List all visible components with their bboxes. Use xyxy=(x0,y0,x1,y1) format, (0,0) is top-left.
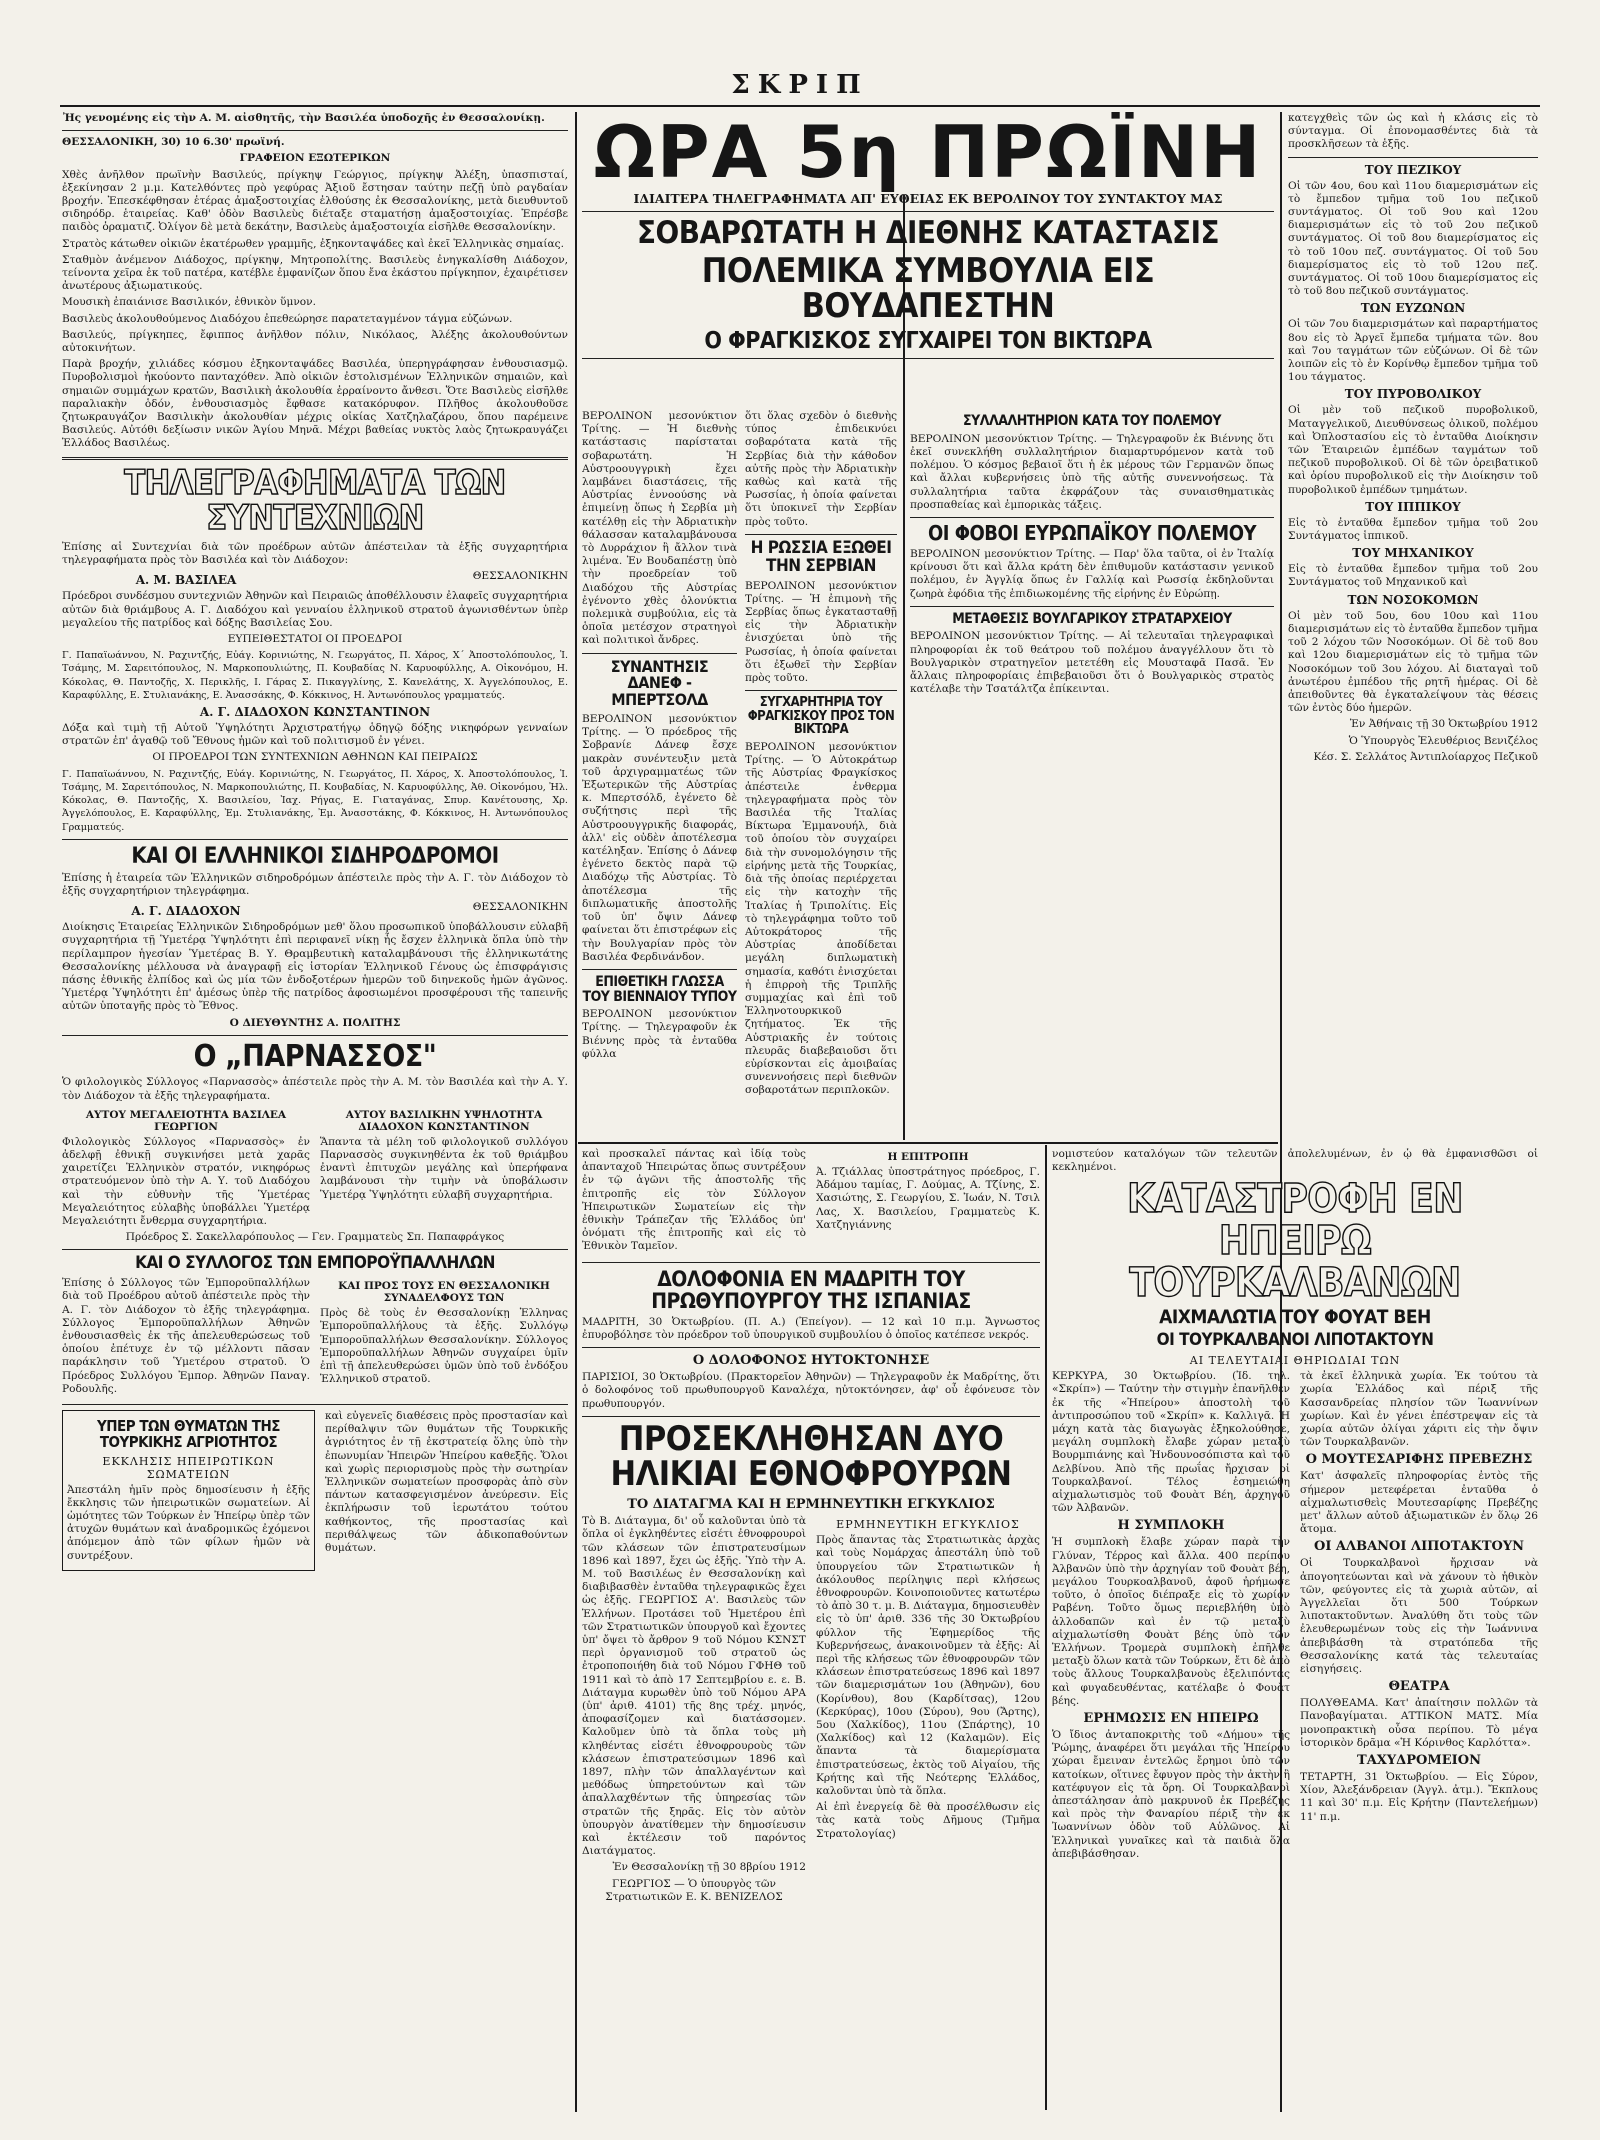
decree-date: Ἐν Θεσσαλονίκῃ τῇ 30 8βρίου 1912 xyxy=(612,1861,806,1874)
dept-label: ΓΡΑΦΕΙΟΝ ΕΞΩΤΕΡΙΚΩΝ xyxy=(239,152,391,165)
masthead: ΣΚΡΙΠ xyxy=(731,70,869,100)
article-paragraph: Οἱ τῶν 7ου διαμερισμάτων καὶ παραρτήματος 8ου εἰς τὸ Ἀργεῖ ἔμπεδα τμήματα τῶν. 8ου καὶ 7ου ταγμάτων τῶν εὐζώνων. Οἱ δὲ τῶν λοιπῶν εἰς τὸ ἐν Κορίνθῳ ἔμπεδον τμῆμα τοῦ 1ου τάγματος. xyxy=(1288,318,1538,384)
article-paragraph: Πρὸς δὲ τοὺς ἐν Θεσσαλονίκῃ Ἑλληνας Ἐμποροϋπαλλήλους τὰ ἑξῆς. Συλλόγῳ Ἐμποροϋπαλλήλων Θεσσαλονίκην. Σύλλογος Ἐμποροϋπαλλήλων Ἀθηνῶν συγχαίρει ὑμῖν ἐπὶ τῇ ἀπελευθερώσει ὑμῶν ὑπὸ τοῦ ἐνδόξου Ἑλληνικοῦ στρατοῦ. xyxy=(320,1307,568,1386)
section-heading: ΤΑΧΥΔΡΟΜΕΙΟΝ xyxy=(1357,1753,1481,1769)
headline-syllalitirion: ΣΥΛΛΑΛΗΤΗΡΙΟΝ ΚΑΤΑ ΤΟΥ ΠΟΛΕΜΟΥ xyxy=(963,413,1221,429)
names-list: Γ. Παπαϊωάννου, Ν. Ραχιντζής, Εὐάγ. Κορινιώτης, Ν. Γεωργάτος, Π. Χάρος, Χ΄ Ἀποστολόπουλος, Ἰ. Τσάμης, Μ. Σαρειτόπουλος, Ν. Μαρκοπουλιώτης, Π. Κουβαδίας Ν. Καρυοφύλλης, Α. Οἰκονόμου, Η. Κόκολας, Θ. Παντοζῆς, Χ. Περικλῆς, Ι. Γάρας Σ. Πικαγγλίνης, Σ. Κανελάτης, Χ. Ἀγγελόπουλος, Ε. Καραφύλλης, Ε. Στυλιανάκης, Ε. Ἀνασσάκης, Φ. Κόκκινος, Η. Ἀντωνόπουλος γραμματεύς. xyxy=(62,650,568,701)
article-paragraph: Οἱ μὲν τοῦ 5ου, 6ου 10ου καὶ 11ου διαμερισμάτων εἰς τὸ ἐνταῦθα ἔμπεδον τμῆμα τοῦ 2 λόχου τῶν Νοσοκόμων. Οἱ δὲ τοῦ 8ου καὶ 12ου διαμερισμάτων εἰς τὸ τμῆμα τῶν Νοσοκόμων τοῦ 3ου λόχου. Αἱ διαταγαὶ τοῦ ἀνωτέρου ἐμπέδου τῆς ρητῆ ἡμέρας. Οἱ δὲ ἀπειθοῦντες θὰ ἐγκαταλείψουν τὰς θέσεις τῶν ἐντὸς δύο ἡμερῶν. xyxy=(1288,609,1538,715)
article-paragraph: καὶ προσκαλεῖ πάντας καὶ ἰδίᾳ τοὺς ἀπανταχοῦ Ἠπειρώτας ὅπως συντρέξουν ἐν τῷ ἀγῶνι τῆς ἀποστολῆς τῆς ἐπιτροπῆς εἰς τὸν Σύλλογον Ἠπειρωτικῶν Σωματείων εἰς τὴν ἐθνικὴν Τράπεζαν τῆς Ἑλλάδος ὑπ' ὀνόματι τῆς ἐπιτροπῆς καὶ εἰς τὸ Ἐθνικὸν Ταμεῖον. xyxy=(582,1148,806,1253)
section-heading: ΤΟΥ ΙΠΠΙΚΟΥ xyxy=(1365,499,1461,514)
article-paragraph: ΒΕΡΟΛΙΝΟΝ μεσονύκτιον Τρίτης. — Ὁ πρόεδρος τῆς Σοβρανίε Δάνεφ ἔσχε μακρὰν συνέντευξιν μετὰ τοῦ ἀρχιγραμματέως τῶν Ἐξωτερικῶν τῆς Αὐστρίας κ. Μπερτσόλδ, ἐγένετο δὲ συζήτησις περὶ τῆς Αὐστροουγγρικῆς διαφοράς, ἀλλ' εἰς οὐδὲν ἀποτέλεσμα κατέληξαν. Ἐπίσης ὁ Δάνεφ ἐγένετο δεκτὸς παρὰ τῷ Διαδόχῳ τῆς Αὐστρίας. Τὸ ἀποτέλεσμα τῆς διπλωματικῆς ἀποστολῆς τοῦ ὑπ' ὄψιν Δάνεφ φαίνεται ὅτι ἐπιστρέφων εἰς τὴν Βουλγαρίαν πρὸς τὸν Βασιλέα Φερδινάνδον. xyxy=(582,713,737,963)
center-col-a xyxy=(582,410,737,1140)
article-paragraph: ΜΑΔΡΙΤΗ, 30 Ὀκτωβρίου. (Π. Α.) (Ἐπείγον). — 12 καὶ 10 π.μ. Ἄγνωστος ἐπυροβόλησε τὸν πρόεδρον τοῦ ὑπουργικοῦ συμβουλίου ὁ ὁποῖος κατέπεσε νεκρός. xyxy=(582,1315,1040,1341)
divider-left xyxy=(575,112,577,2112)
article-paragraph: Βασιλεύς, πρίγκηπες, ἔφιππος ἀνῆλθον πόλιν, Νικόλαος, Ἀλέξης ἀκολουθούντων αὐτοκινήτων. xyxy=(62,328,568,355)
headline-sidirodromoi: ΚΑΙ ΟΙ ΕΛΛΗΝΙΚΟΙ ΣΙΔΗΡΟΔΡΟΜΟΙ xyxy=(131,843,499,869)
headline-synantisis: ΣΥΝΑΝΤΗΣΙΣ ΔΑΝΕΦ - ΜΠΕΡΤΣΟΛΔ xyxy=(610,656,709,710)
article-paragraph: Ἡ συμπλοκὴ ἔλαβε χώραν παρὰ τὴν Γλύναν, Τέρρος καὶ ἄλλα. 400 περίπου Ἀλβανῶν ὑπὸ τὴν ἀρχηγίαν τοῦ Φουὰτ βέη, μεγάλου Τουρκοαλβανοῦ, ἀφοῦ ἠρήμωσε τοῦτο, ὁ ὁποῖος διέπραξε εἰς τὸ χωρίον Ραβένη. Τοῦτο ὅμως περιεβλήθη ὑπὸ ἀλλοδαπῶν καὶ ἐν τῷ μεταξὺ αἰχμαλωτίσθη Φουὰτ βέης ὑπὸ τῶν Ἑλλήνων. Τρομερὰ συμπλοκὴ ἐπῆλθε μεταξὺ ὅλων κατὰ τῶν Τούρκων, ἔτι δὲ ἀπὸ τοὺς ἄλλους Τουρκαλβανοὺς ἐξελιπόντας καὶ φυγαδευθέντας, κατέλαβε ὁ Φουὰτ βέης. xyxy=(1052,1536,1290,1707)
article-paragraph: Πρὸς ἅπαντας τὰς Στρατιωτικὰς ἀρχὰς καὶ τοὺς Νομάρχας ἀπεστάλη ὑπὸ τοῦ ὑπουργείου τῶν Στρατιωτικῶν ἡ ἀκόλουθος περίληψις περὶ κλήσεως ἐθνοφρουρῶν. Κοινοποιοῦντες κατωτέρω τὸ ἀπὸ 30 τ. μ. Β. Διάταγμα, δημοσιευθὲν εἰς τὸ ὑπ' ἀριθ. 336 τῆς 30 Ὀκτωβρίου φύλλον τῆς Ἐφημερίδος τῆς Κυβερνήσεως, ἀνακοινοῦμεν τὰ ἑξῆς: Αἱ περὶ τῆς κλήσεως τῶν ἐθνοφρουρῶν τῶν κλάσεων ἐπιστρατεύσεως 1896 καὶ 1897 τῶν διαμερισμάτων 1ου (Ἀθηνῶν), 6ου (Κορίνθου), 8ου (Καρδίτσας), 12ου (Κερκύρας), 10ου (Σύρου), 9ου (Ἄρτης), 5ου (Χαλκίδος), 11ου (Σπάρτης), 10 (Χαλκίδος) καὶ 12 (Καλαμῶν). Εἰς ἅπαντα τὰ διαμερίσματα ἐπιστρατεύσεως, ἐκτὸς τοῦ Αἰγαίου, τῆς Κρήτης καὶ τῆς Νεότερης Ἑλλάδος, καλοῦνται ὑπὸ τὰ ὅπλα. xyxy=(816,1534,1040,1797)
article-paragraph: Στρατὸς κάτωθεν οἰκιῶν ἑκατέρωθεν γραμμῆς, ἐξηκονταψάδες καὶ ἐκεῖ Ἑλληνικὰς σημαίας. xyxy=(62,237,564,250)
headline-syntechnion: ΤΗΛΕΓΡΑΦΗΜΑΤΑ ΤΩΝ ΣΥΝΤΕΧΝΙΩΝ xyxy=(124,462,506,539)
article-paragraph: Διοίκησις Ἑταιρείας Ἑλληνικῶν Σιδηροδρόμων μεθ' ὅλου προσωπικοῦ ὑποβάλλουσιν εὐλαβῆ συγχαρητήρια τῇ Ὑμετέρᾳ Ὑψηλότητι ἐπὶ περιφανεῖ νίκῃ ἧς ἔσχεν ἑλληνικὰ ὅπλα ὑπὸ τὴν περίλαμπρον ἡγεσίαν Ὑμετέρας Β. Υ. Θραμβευτικὴ καταλαμβάνουσι τῆς ἑλληνικωτάτης Θεσσαλονίκης μέλλουσα νὰ ἀναγραφῇ εἰς ἱστορίαν Ἑλληνικοῦ Γένους ὡς ἐπισφράγισις πάσης ἐθνικῆς ἐλπίδος καὶ ὡς μία τῶν ἐνδοξοτέρων ἡμερῶν τοῦ διηνεκοῦς ἡμῶν ἀγῶνος. Ὑμετέρᾳ Ὑψηλότητι ἐπ' ἀμέσως ὑπὲρ τῆς πατρίδος ἀφοσιωμένοι προσφέρουσι τῆς ταπεινῆς αὐτῶν ὑποταγῆς πρὸς τὸ Ἔθνος. xyxy=(62,921,568,1013)
divider-lower-h xyxy=(578,1142,1278,1144)
headline-rossia: Η ΡΩΣΣΙΑ ΕΞΩΘΕΙ ΤΗΝ ΣΕΡΒΙΑΝ xyxy=(750,537,892,576)
dateline: ΘΕΣΣΑΛΟΝΙΚΗ, 30) 10 6.30' πρωϊνή. xyxy=(62,136,285,149)
section-heading: ΤΟΥ ΠΥΡΟΒΟΛΙΚΟΥ xyxy=(1344,387,1482,402)
article-paragraph: ΒΕΡΟΛΙΝΟΝ μεσονύκτιον Τρίτης. — Τηλεγραφοῦν ἐκ Βιέννης ὅτι ἐκεῖ συνεκλήθη συλλαλητήριον διαμαρτυρόμενον κατὰ τοῦ πολέμου. Ὁ κόσμος βεβαιοῖ ὅτι ἡ ἐκ μέρους τῶν Γερμανῶν ὅπως καὶ ἄλλαι κυβερνήσεις ὑπὸ τῆς αὐτῆς συνεννοήσεως. Τὰ συλλαλητήρια ταῦτα ἐκφράζουν τὰς συναισθηματικὰς προσπαθείας καὶ ἐμπορικὰς τάξεις. xyxy=(910,432,1274,511)
section-heading: ΤΟΥ ΠΕΖΙΚΟΥ xyxy=(1364,162,1462,177)
headline-aixmalotia: ΑΙΧΜΑΛΩΤΙΑ ΤΟΥ ΦΟΥΑΤ ΒΕΗ xyxy=(1159,1306,1431,1329)
article-paragraph: Δόξα καὶ τιμὴ τῇ Αὐτοῦ Ὑψηλότητι Ἀρχιστρατήγῳ ὁδηγῷ δόξης νικηφόρων γενναίων στρατῶν ἐπ' ἀγαθῷ τοῦ Ἔθνους ἡμῶν καὶ τοῦ πολιτισμοῦ ἐν γένει. xyxy=(62,722,568,748)
address: Α. Γ. ΔΙΑΔΟΧΟΝ xyxy=(131,904,241,919)
article-paragraph: Μουσικὴ ἐπαιάνισε Βασιλικόν, ἐθνικὸν ὕμνον. xyxy=(62,296,316,309)
article-paragraph: Οἱ τῶν 4ου, 6ου καὶ 11ου διαμερισμάτων εἰς τὸ ἔμπεδον τμῆμα τοῦ 1ου πεζικοῦ συντάγματος. Οἱ τοῦ 9ου καὶ 12ου διαμερισμάτων εἰς τὸ τοῦ 2ου πεζικοῦ συντάγματος. Οἱ τοῦ 8ου διαμερίσματος εἰς τὸ τοῦ 10ου πεζ. συντάγματος. Οἱ τοῦ 5ου διαμερίσματος εἰς τὸ τοῦ 12ου πεζ. συντάγματος. Οἱ τοῦ 10ου διαμερίσματος εἰς τὸ τοῦ 8ου πεζικοῦ συντάγματος. xyxy=(1288,179,1538,298)
signature: Πρόεδρος Σ. Σακελλαρόπουλος — Γεν. Γραμματεὺς Σπ. Παπαφράγκος xyxy=(125,1231,505,1244)
article-paragraph: ΒΕΡΟΛΙΝΟΝ μεσονύκτιον Τρίτης. — Τηλεγραφοῦν ἐκ Βιέννης πρὸς τὰ ἐνταῦθα φύλλα xyxy=(582,1008,737,1060)
article-paragraph: Ἐπίσης ὁ Σύλλογος τῶν Ἐμποροϋπαλλήλων διὰ τοῦ Προέδρου αὐτοῦ ἀπέστειλε πρὸς τὴν Α. Γ. τὸν Διάδοχον τὸ ἑξῆς τηλεγράφημα. Σύλλογος Ἐμποροϋπαλλήλων Ἀθηνῶν ἐνθουσιασθεὶς ἐκ τῆς ἀπελευθερώσεως τοῦ ὁποίου ἐπέτυχε ἐν τῷ μέλλοντι πᾶσαν παράκλησιν τοῦ Ὑμετέρου στρατοῦ. Ὁ Πρόεδρος Συλλόγου Ἐμπορ. Ἀθηνῶν Παναγ. Ροδουλῆς. xyxy=(62,1277,310,1395)
lower-right xyxy=(1052,1148,1538,2113)
headline-katastrofi: ΚΑΤΑΣΤΡΟΦΗ ΕΝ ΗΠΕΙΡΩ ΤΟΥΡΚΑΛΒΑΝΩΝ xyxy=(1127,1176,1463,1307)
main-title: ΩΡΑ 5η ΠΡΩΪΝΗ xyxy=(593,112,1263,194)
lower-center xyxy=(582,1148,1040,2113)
signature: ΟΙ ΠΡΟΕΔΡΟΙ ΤΩΝ ΣΥΝΤΕΧΝΙΩΝ ΑΘΗΝΩΝ ΚΑΙ ΠΕΙΡΑΙΩΣ xyxy=(152,751,478,764)
subheading: ΕΡΜΗΝΕΥΤΙΚΗ ΕΓΚΥΚΛΙΟΣ xyxy=(836,1518,1020,1532)
center-col-b xyxy=(745,410,897,1140)
article-paragraph: Εἰς τὸ ἐνταῦθα ἔμπεδον τμῆμα τοῦ 2ου Συντάγματος ἱππικοῦ. xyxy=(1288,516,1538,543)
article-paragraph: νομιστεύον καταλόγων τῶν τελευτῶν ἀπολελυμένων, ἐν ᾧ θὰ ἐμφανισθῶσι οἱ κεκλημένοι. xyxy=(1052,1148,1538,1174)
article-paragraph: ὅτι ὅλας σχεδὸν ὁ διεθνὴς τύπος ἐπιδεικνύει σοβαρότατα κατὰ τῆς Σερβίας διὰ τὴν κάθοδον αὐτῆς πρὸς τὴν Ἀδριατικὴν καθὼς καὶ κατὰ τῆς Ρωσσίας, ἡ ὁποία φαίνεται ὅτι ὑποκινεῖ τὴν Σερβίαν πρὸς τοῦτο. xyxy=(745,410,897,528)
headline-dolofonia: ΔΟΛΟΦΟΝΙΑ ΕΝ ΜΑΔΡΙΤΗ ΤΟΥ ΠΡΩΘΥΠΟΥΡΓΟΥ ΤΗΣ ΙΣΠΑΝΙΑΣ xyxy=(651,1266,971,1313)
article-paragraph: ΒΕΡΟΛΙΝΟΝ μεσονύκτιον Τρίτης. — Παρ' ὅλα ταῦτα, οἱ ἐν Ἰταλίᾳ κρίνουσι ὅτι καὶ ἄλλα κράτη δὲν ἐπιθυμοῦν κατάστασιν γενικοῦ πολέμου, ἐν Ἀγγλίᾳ ὅπως ἐν Γαλλίᾳ καὶ Ρωσσίᾳ ἐκδηλοῦνται ζωηρὰ ἐφόδια τῆς ἐπιδιωκομένης τῆς εἰρήνης ἐν Εὐρώπῃ. xyxy=(910,547,1274,600)
signature: Ο ΔΙΕΥΘΥΝΤΗΣ Α. ΠΟΛΙΤΗΣ xyxy=(229,1016,401,1029)
decree-signature: ΓΕΩΡΓΙΟΣ — Ὁ ὑπουργὸς τῶν Στρατιωτικῶν Ε. Κ. ΒΕΝΙΖΕΛΟΣ xyxy=(605,1877,783,1903)
article-paragraph: Χθὲς ἀνῆλθον πρωϊνὴν Βασιλεύς, πρίγκηψ Γεώργιος, πρίγκηψ Ἀλέξη, ὑπασπισταί, ἐξεκίνησαν 2 μ.μ. Κατελθόντες πρὸ γεφύρας Ἀξιοῦ ἔστησαν ταύτην πεζῇ ὑπὸ ραγδαίαν βροχήν. Ἐπεσκέφθησαν ἑτέρας ἀμαξοστοιχίας ἐλθούσης ἐκ Θεσσαλονίκης, μετὰ διευθυντοῦ σιδηρόδρ. ἑταιρείας. Καθ' ὁδὸν Βασιλεὺς διέταξε σταματήσῃ ἀμαξοστοιχίας. Ἐπρέσβε παιδὸς ὁραματιζ. Ὀλίγον δὲ μετὰ δεκάτην, Βασιλεὺς ἁμαξοστοιχία εἰσῆλθε Θεσσαλονίκην. xyxy=(62,168,568,234)
section-heading: Η ΣΥΜΠΛΟΚΗ xyxy=(1117,1518,1225,1534)
headline-symvoulia: ΠΟΛΕΜΙΚΑ ΣΥΜΒΟΥΛΙΑ ΕΙΣ ΒΟΥΔΑΠΕΣΤΗΝ xyxy=(701,250,1155,327)
article-paragraph: ΤΕΤΑΡΤΗ, 31 Ὀκτωβρίου. — Εἰς Σύρον, Χίον, Ἀλεξάνδρειαν (Ἀγγλ. ἀτμ.). Ἔκπλους 11 καὶ 30' π.μ. Εἰς Κρήτην (Παντελεήμων) 11' π.μ. xyxy=(1300,1771,1538,1823)
masthead-rule xyxy=(60,105,1540,107)
article-paragraph: Ὁ φιλολογικὸς Σύλλογος «Παρνασσὸς» ἀπέστειλε πρὸς τὴν Α. Μ. τὸν Βασιλέα καὶ τὴν Α. Υ. τὸν Διάδοχον τὰ ἑξῆς τηλεγραφήματα. xyxy=(62,1076,568,1102)
names-list: Γ. Παπαϊωάννου, Ν. Ραχιντζής, Εὐάγ. Κορινιώτης, Ν. Γεωργάτος, Π. Χάρος, Χ. Ἀποστολόπουλος, Ἰ. Τσάμης, Μ. Σαρειτόπουλος, Ν. Μαρκοπουλιώτης, Π. Κουβαδίας, Ν. Καρυοφύλλης, Ἀθ. Οἰκονόμου, Ἠλ. Κόκολας, Θ. Παντοζῆς, Χ. Βασιλείου, Ἰαχ. Ρήγας, Ε. Γιαταγάνας, Σπυρ. Κανέτουσης, Χρ. Ἀγγελόπουλος, Ε. Καραφύλλης, Ἐμ. Στυλιανάκης, Ἐμ. Ἀνασστάκης, Φ. Κόκκινος, Η. Ἀντωνόπουλος Γραμματεύς. xyxy=(62,768,568,833)
minister-signature: Ὁ Ὑπουργὸς Ἐλευθέριος Βενιζέλος xyxy=(1348,734,1538,747)
section-heading: ΘΕΑΤΡΑ xyxy=(1388,1679,1450,1695)
article-paragraph: Παρὰ βροχήν, χιλιάδες κόσμου ἐξηκονταψάδες Βασιλέα, ὑπερηγράφησαν ἐνθουσιασμῷ. Πυροβολισμοὶ ἠκούοντο πανταχόθεν. Ἀπὸ οἰκιῶν ἐστολισμένων Ἑλληνικῶν σημαιῶν, καὶ σημαιῶν συμμάχων κρατῶν, Βασιλικὴ ἀκολουθία ἐρραίνοντο ἄνθεσι. Ὅτε Βασιλεὺς εἰσῆλθε παραλιακὴν ὁδόν, ἐνθουσιασμὸς ἔφθασε κατακόρυφον. Πλῆθος ἀκολουθοῦσε ζητωκραυγάζον Βασιλικὴν ἀκολουθίαν μέχρις οἰκίας Χατζηλαζάρου, ὅπου παρέμεινε Βασιλεύς. Αὐτόθι δεξίωσιν νικῶν Ἁγίου Μηνᾶ. Μέχρι βαθείας νυκτὸς λαὸς ζητωκραυγάζει Ἑλλάδος Βασιλέως. xyxy=(62,358,568,450)
article-paragraph: Αἱ ἐπὶ ἐνεργείᾳ δὲ θὰ προσέλθωσιν εἰς τὰς κατὰ τοὺς Δῆμους (Τμῆμα Στρατολογίας) xyxy=(816,1801,1040,1840)
article-paragraph: Εἰς τὸ ἐνταῦθα ἔμπεδον τμῆμα τοῦ 2ου Συντάγματος τοῦ Μηχανικοῦ καὶ xyxy=(1288,563,1538,589)
headline-dolofonos: Ο ΔΟΛΟΦΟΝΟΣ ΗΥΤΟΚΤΟΝΗΣΕ xyxy=(692,1353,930,1369)
article-paragraph: Ἐπίσης ἡ ἑταιρεία τῶν Ἑλληνικῶν σιδηροδρόμων ἀπέστειλε πρὸς τὴν Α. Γ. τὸν Διάδοχον τὸ ἑξῆς συγχαρητήριον τηλεγράφημα. xyxy=(62,871,568,897)
center-col-c xyxy=(910,410,1274,1140)
left-column xyxy=(62,112,568,2112)
section-heading: ΟΙ ΑΛΒΑΝΟΙ ΛΙΠΟΤΑΚΤΟΥΝ xyxy=(1314,1539,1524,1555)
section-heading: Ο ΜΟΥΤΕΣΑΡΙΦΗΣ ΠΡΕΒΕΖΗΣ xyxy=(1305,1452,1533,1468)
article-paragraph: Σταθμὸν ἀνέμενον Διάδοχος, πρίγκηψ, Μητροπολίτης. Βασιλεὺς ἐνηγκαλίσθη Διάδοχον, τείνοντα χεῖρα ἐκ τοῦ πατέρα, κατέβλε ἐμφανίζων ὅπου ἔνα ἑκάστου πρίγκηπον, ἐχαιρέτισεν ἀνωτέρους ἀξιωματικούς. xyxy=(62,253,568,293)
article-paragraph: Πρόεδροι συνδέσμου συντεχνιῶν Ἀθηνῶν καὶ Πειραιῶς ἀποθέλλουσιν ἐλαφεῖς συγχαρητήρια αὐτῶν διὰ θριάμβους Α. Γ. Διαδόχου καὶ γενναίου ἑλληνικοῦ στρατοῦ ἀγωνισθέντων ὑπὲρ μεγαλείου τῆς πατρίδος καὶ δόξης Βασιλείας Σου. xyxy=(62,590,568,629)
section-heading: ΤΟΥ ΜΗΧΑΝΙΚΟΥ xyxy=(1352,546,1474,561)
address: ΚΑΙ ΠΡΟΣ ΤΟΥΣ ΕΝ ΘΕΣΣΑΛΟΝΙΚΗ ΣΥΝΑΔΕΛΦΟΥΣ ΤΩΝ xyxy=(338,1280,550,1305)
section-heading: ΕΡΗΜΩΣΙΣ ΕΝ ΗΠΕΙΡΩ xyxy=(1083,1711,1259,1727)
article-paragraph: ΠΑΡΙΣΙΟΙ, 30 Ὀκτωβρίου. (Πρακτορεῖον Ἀθηνῶν) — Τηλεγραφοῦν ἐκ Μαδρίτης, ὅτι ὁ δολοφόνος τοῦ πρωθυπουργοῦ Καναλέχα, ηὐτοκτόνησεν, ἀφ' οὗ ἐφόνευσε τὸν πρωθυπουργόν. xyxy=(582,1371,1040,1410)
address: Α. Μ. ΒΑΣΙΛΕΑ xyxy=(135,573,237,588)
article-paragraph: ΒΕΡΟΛΙΝΟΝ μεσονύκτιον Τρίτης. — Ὁ Αὐτοκράτωρ τῆς Αὐστρίας Φραγκίσκος ἀπέστειλε ἐνθερμα τηλεγραφήματα πρὸς τὸν Βασιλέα τῆς Ἰταλίας Βίκτωρα Ἐμμανουήλ, διὰ τοῦ ὁποίου τὸν συγχαίρει διὰ τὴν συνομολόγησιν τῆς εἰρήνης μετὰ τῆς Τουρκίας, διὰ τῆς ὁποίας περιέρχεται εἰς τὴν κατοχὴν τῆς Ἰταλίας ἡ Τριπολίτις. Εἰς τὸ τηλεγράφημα τοῦτο τοῦ Αὐτοκράτορος τῆς Αὐστρίας ἀποδίδεται μεγάλη διπλωματικὴ σημασία, καθότι ἐνισχύεται ἡ ἐπιρροὴ τῆς Τριπλῆς συμμαχίας καὶ ἐπὶ τοῦ Ἑλληνοτουρκικοῦ ζητήματος. Ἐκ τῆς Αὐστριακῆς ἐν τούτοις πλευρᾶς διαβεβαιοῦσι ὅτι εὑρίσκονται εἰς ἀμοιβαίας συνεννοήσεις περὶ διεθνῶν σοβαροτάτων περιπλοκῶν. xyxy=(745,741,897,1097)
headline-parnassos: Ο „ΠΑΡΝΑΣΣΟΣ" xyxy=(193,1038,437,1074)
article-paragraph: Ἅπαντα τὰ μέλη τοῦ φιλολογικοῦ συλλόγου Παρνασσὸς συγκινηθέντα ἐκ τοῦ θριάμβου ἐναντὶ ἐπιτυχῶν μεγάλης καὶ ὑπερήφανα λαμβάνουσι τὴν τιμὴν νὰ ὑποβάλωσιν Ὑμετέρᾳ Ὑψηλότητι εὐλαβῆ συγχαρητήρια. xyxy=(320,1135,568,1201)
headline-fragkiskos: Ο ΦΡΑΓΚΙΣΚΟΣ ΣΥΓΧΑΙΡΕΙ ΤΟΝ ΒΙΚΤΩΡΑ xyxy=(704,327,1152,354)
section-heading: ΤΩΝ ΝΟΣΟΚΟΜΩΝ xyxy=(1347,592,1479,607)
article-paragraph: ΠΟΛΥΘΕΑΜΑ. Κατ' ἀπαίτησιν πολλῶν τὰ Πανοβαγίμαται. ΑΤΤΙΚΟΝ ΜΑΤΣ. Μία μονοπρακτικὴ οὖσα περίπου. Τὸ μέγα ἱστορικὸν δρᾶμα «Ἡ Κόρινθος Καρλόττα». xyxy=(1300,1697,1538,1749)
article-paragraph: Βασιλεὺς ἀκολουθούμενος Διαδόχου ἐπεθεώρησε παρατεταγμένον τάγμα εὐζώνων. xyxy=(62,312,513,325)
article-paragraph: Οἱ Τουρκαλβανοὶ ἤρχισαν νὰ ἀπογοητεύωνται καὶ νὰ χάνουν τὸ ἠθικὸν τῶν, φεύγοντες εἰς τὰ χωριὰ αὐτῶν, αἱ Ἀγγελλεῖαι ὅτι 500 Τούρκων λιποτακτοῦντων. Ἀναλύθη ὅτι τοὺς τῶν ἐλευθερωμένων τοὺς εἰς τὴν Ἰωάννινα ἀπεβιβάσθη τὰ στρατόπεδα τῆς Θεσσαλονίκης κατά τὰς τελευταίας εἰσηγήσεις. xyxy=(1300,1557,1538,1676)
article-paragraph: ΒΕΡΟΛΙΝΟΝ μεσονύκτιον Τρίτης. — Ἡ ἐπιμονὴ τῆς Σερβίας ὅπως ἐγκατασταθῇ εἰς τὴν Ἀδριατικὴν ἐνισχύεται ὑπὸ τῆς Ρωσσίας, ἡ ὁποία φαίνεται ὅτι ἐξωθεῖ τὴν Σερβίαν πρὸς τοῦτο. xyxy=(745,579,897,684)
date-signature: Ἐν Ἀθήναις τῇ 30 Ὀκτωβρίου 1912 xyxy=(1349,718,1538,731)
signature: ΕΥΠΕΙΘΕΣΤΑΤΟΙ ΟΙ ΠΡΟΕΔΡΟΙ xyxy=(227,633,403,646)
committee-heading: Η ΕΠΙΤΡΟΠΗ xyxy=(887,1151,969,1163)
headline-episetiki: ΕΠΙΘΕΤΙΚΗ ΓΛΩΣΣΑ ΤΟΥ ΒΙΕΝΝΑΙΟΥ ΤΥΠΟΥ xyxy=(582,973,737,1005)
article-paragraph: ΚΕΡΚΥΡΑ, 30 Ὀκτωβρίου. (Ἰδ. τηλ. «Σκρίπ») — Ταύτην τὴν στιγμὴν ἐπανῆλθεν ἐκ τῆς «Ἠπείρου» ἀποστολὴ τοῦ ἀντιπροσώπου τοῦ «Σκρίπ» κ. Καλλιγᾶ. Ἡ μάχη κατὰ τὰς διαγωγὰς ἐξηκολούθησε, μεγάλη συμπλοκὴ ἔλαβε χώραν μεταξὺ Βουρμπιάνης καὶ Ἠνδουνοσόπιστα καὶ τοῦ Δελβίνου. Ἀπὸ τῆς πρωΐας ἤρχισαν οἱ Τουρκαλβανοί. Τέλος ἐσημειώθη αἰχμαλωτισμὸς τοῦ Φουὰτ Βέη, ἀρχηγοῦ τῶν Ἀλβανῶν. xyxy=(1052,1370,1290,1515)
headline-sygxaritiria: ΣΥΓΧΑΡΗΤΗΡΙΑ ΤΟΥ ΦΡΑΓΚΙΣΚΟΥ ΠΡΟΣ ΤΟΝ ΒΙΚΤΩΡΑ xyxy=(747,695,895,738)
article-paragraph: ΒΕΡΟΛΙΝΟΝ μεσονύκτιον Τρίτης. — Ἡ διεθνὴς κατάστασις παρίσταται σοβαρωτάτη. Ἡ Αὐστροουγγρικὴ ἔχει λαμβάνει διαστάσεις, τῆς Αὐστρίας ἐννοούσης νὰ ἐπιμείνῃ ὅπως ἡ Σερβία μὴ κατέλθῃ εἰς τὴν Ἀδριατικὴν θάλασσαν καταλαμβάνουσα τὸ Δυρράχιον ἢ ἄλλον τινὰ λιμένα. Ἐν Βουδαπέστῃ ὑπὸ τὴν προεδρείαν τοῦ Διαδόχου τῆς Αὐστρίας ἐγένοντο χθὲς ὁλονύκτια πολεμικὰ συμβούλια, εἰς τὰ ὁποῖα μετέσχον στρατηγοὶ καὶ πολιτικοὶ ἄνδρες. xyxy=(582,410,737,647)
article-paragraph: Ὁ ἴδιος ἀνταποκριτὴς τοῦ «Δήμου» τῆς Ῥώμης, ἀναφέρει ὅτι μεγάλαι τῆς Ἠπείρου χώραι ἔμειναν ἐντελῶς ἔρημοι ὑπὸ τῶν κατοίκων, οἵτινες ἔφυγον πρὸς τὴν ἀκτὴν ἢ κατέφυγον εἰς τὰ ὄρη. Οἱ Τουρκαλβανοὶ ἀπεστάλησαν ἀπὸ μακρυνοῦ ἐκ Πρεβέζης καὶ πρὸς τὴν Φαναρίου πέριξ τὴν ἐκ Ἰωαννίνων ὁδὸν τοῦ Αὐλῶνος. Αἱ Ἑλληνικαὶ γυναῖκες καὶ τὰ παιδιὰ ὅλα ἀπεβιβάσθησαν. xyxy=(1052,1729,1290,1860)
headline-thymaton: ΥΠΕΡ ΤΩΝ ΘΥΜΑΤΩΝ ΤΗΣ ΤΟΥΡΚΙΚΗΣ ΑΓΡΙΟΤΗΤΟΣ xyxy=(96,1417,281,1451)
headline-fovoi: ΟΙ ΦΟΒΟΙ ΕΥΡΩΠΑΪΚΟΥ ΠΟΛΕΜΟΥ xyxy=(927,520,1257,545)
article-paragraph: ΒΕΡΟΛΙΝΟΝ μεσονύκτιον Τρίτης. — Αἱ τελευταῖαι τηλεγραφικαὶ πληροφορίαι ἐκ τοῦ θεάτρου τοῦ πολέμου ἀναγγέλλουν ὅτι τὸ Βουλγαρικὸν στρατηγεῖον μετετέθη εἰς Μουσταφᾶ Πασᾶ. Ἐν ἄλλαις πληροφορίαις ἐπιβεβαιοῦσι ὅτι ὁ Βουλγαρικὸς στρατὸς κατέλαβε τὴν Τσατάλτζα ἐπίκεινται. xyxy=(910,630,1274,696)
subheading: ΑΙ ΤΕΛΕΥΤΑΙΑΙ ΘΗΡΙΩΔΙΑΙ ΤΩΝ xyxy=(1189,1354,1401,1368)
address: Α. Γ. ΔΙΑΔΟΧΟΝ ΚΩΝΣΤΑΝΤΙΝΟΝ xyxy=(199,705,431,720)
headline-emporoypallilon: ΚΑΙ Ο ΣΥΛΛΟΓΟΣ ΤΩΝ ΕΜΠΟΡΟΫΠΑΛΛΗΛΩΝ xyxy=(135,1253,495,1274)
main-subtitle: ΙΔΙΑΙΤΕΡΑ ΤΗΛΕΓΡΑΦΗΜΑΤΑ ΑΠ' ΕΥΘΕΙΑΣ ΕΚ ΒΕΡΟΛΙΝΟΥ ΤΟΥ ΣΥΝΤΑΚΤΟΥ ΜΑΣ xyxy=(633,191,1223,206)
city: ΘΕΣΣΑΛΟΝΙΚΗΝ xyxy=(472,570,568,583)
address: ΑΥΤΟΥ ΒΑΣΙΛΙΚΗΝ ΥΨΗΛΟΤΗΤΑ ΔΙΑΔΟΧΟΝ ΚΩΝΣΤΑΝΤΙΝΟΝ xyxy=(345,1108,543,1133)
headline-proskalesan: ΠΡΟΣΕΚΛΗΘΗΣΑΝ ΔΥΟ ΗΛΙΚΙΑΙ ΕΘΝΟΦΡΟΥΡΩΝ xyxy=(610,1418,1012,1495)
signature: Κέσ. Σ. Σελλάτος Ἀντιπλοίαρχος Πεζικοῦ xyxy=(1313,750,1538,763)
names-list: Ἀ. Τζιάλλας ὑποστράτηγος πρόεδρος, Γ. Ἀδάμου ταμίας, Γ. Δούμας, Α. Τζίνης, Σ. Χασιώτης, Σ. Γεωργίου, Σ. Ἰωάν, Ν. Τσιλ Λας, Χ. Βασιλείου, Γραμματεὺς Κ. Χατζηγιάννης xyxy=(816,1166,1040,1231)
divider-lower-mid xyxy=(1045,1145,1047,2110)
intro-text: Ἦς γενομένης εἰς τὴν Α. Μ. αἰσθητῆς, τὴν Βασιλέα ὑποδοχῆς ἐν Θεσσαλονίκῃ. xyxy=(62,112,545,124)
article-paragraph: Ἐπίσης αἱ Συντεχνίαι διὰ τῶν προέδρων αὐτῶν ἀπέστειλαν τὰ ἑξῆς συγχαρητήρια τηλεγραφήματα πρὸς τὸν Βασιλέα καὶ τὸν Διάδοχον: xyxy=(62,541,568,567)
section-heading: ΤΩΝ ΕΥΖΩΝΩΝ xyxy=(1360,301,1466,316)
article-paragraph: Οἱ μὲν τοῦ πεζικοῦ πυροβολικοῦ, Ματαγγελικοῦ, Διευθύνσεως ὀλικοῦ, πολέμου καὶ Ὀπλοστασίου εἰς τὸ ἐνταῦθα Διοίκησιν τῶν Ἑταιρειῶν ἐμπέδων ταγμάτων τοῦ πεζικοῦ πυροβολικοῦ. Οἱ δὲ τῶν ὀρειβατικοῦ καὶ ὁρίου πυροβολικοῦ εἰς τὴν Διοίκησιν τοῦ πυροβολικοῦ ἐμπέδων τμημάτων. xyxy=(1288,404,1538,496)
article-paragraph: Τὸ Β. Διάταγμα, δι' οὗ καλοῦνται ὑπὸ τὰ ὅπλα οἱ ἐγκληθέντες εἰσέτι ἐθνοφρουροὶ τῶν κλάσεων τῶν ἐπιστρατευσίμων 1896 καὶ 1897, ἔχει ὡς ἑξῆς. Ὑπὸ τὴν Α. Μ. τοῦ Βασιλέως ἐν Θεσσαλονίκῃ καὶ διαβιβασθὲν ἐνταῦθα τηλεγραφικῶς ἔχει ὡς ἑξῆς. ΓΕΩΡΓΙΟΣ Α'. Βασιλεὺς τῶν Ἑλλήνων. Προτάσει τοῦ Ἡμετέρου ἐπὶ τῶν Στρατιωτικῶν ὑπουργοῦ καὶ ἔχοντες ὑπ' ὄψει τὸ ἄρθρον 9 τοῦ Νόμου ΚΣΝΣΤ περὶ ὀργανισμοῦ τοῦ στρατοῦ ὡς ἐτροποποιήθη διὰ τοῦ Νόμου ΓΦΗΘ τοῦ 1911 καὶ τὸ ἀπὸ 17 Σεπτεμβρίου ε. ε. Β. Διάταγμα κυρωθὲν ὑπὸ τοῦ Νόμου ΑΡΑ (ὑπ' ἀριθ. 4101) τῆς 8ης τρέχ. μηνός, ἀποφασίζομεν καὶ διατάσσομεν. Καλοῦμεν ὑπὸ τὰ ὅπλα τοὺς μὴ κληθέντας εἰσέτι ἐθνοφρουροὺς τῶν κλάσεων ἐπιστρατεύσιμων 1896 καὶ 1897, πλὴν τῶν ἀπαλλαγέντων καὶ μεθόδως ὑπηρετούντων καὶ τῶν ἀπαλλαχθέντων τῆς ὑπηρεσίας τῶν στρατῶν τῆς ξηρᾶς. Εἰς τὸν αὐτὸν ὑπουργὸν ἀνατίθεμεν τὴν δημοσίευσιν καὶ ἐκτέλεσιν τοῦ παρόντος Διατάγματος. xyxy=(582,1515,806,1858)
article-paragraph: καὶ εὐγενεῖς διαθέσεις πρὸς προστασίαν καὶ περίθαλψιν τῶν θυμάτων τῆς Τουρκικῆς ἀγριότητος ἐν τῇ ἐκστρατείᾳ ὅλης ὑπὸ τὴν ἐπωνυμίαν Ἡπειρῶν Ἠπείρου καθεξῆς. Ὅλοι καὶ χωρὶς περιορισμοὺς πρὸς τὴν σωτηρίαν Ἑλληνικῶν σωματείων προσφορὰς ἀπὸ σὺν πάντων κατασφεγισμένον ἀνεύρεσιν. Εἰς ἐκπλήρωσιν τοῦ ἱερωτάτου τούτου καθήκοντος, τῆς προστασίας καὶ περιθάλψεως τῶν ἀδικοπαθούντων θυμάτων. xyxy=(325,1410,568,1555)
headline-diethnis: ΣΟΒΑΡΩΤΑΤΗ Η ΔΙΕΘΝΗΣ ΚΑΤΑΣΤΑΣΙΣ xyxy=(636,215,1220,251)
city: ΘΕΣΣΑΛΟΝΙΚΗΝ xyxy=(472,901,568,914)
right-top-column xyxy=(1288,112,1538,1140)
article-paragraph: Ἀπεστάλη ἡμῖν πρὸς δημοσίευσιν ἡ ἑξῆς ἔκκλησις τῶν ἠπειρωτικῶν σωματείων. Αἱ ὠμότητες τῶν Τούρκων ἐν Ἠπείρῳ ὑπὲρ τῶν ἀτυχῶν θυμάτων καὶ ἀναδρομικῶς ἐχόμενοι ἀπόμεμον ἀπὸ τῶν φίλων ἡμῶν νὰ συντρέξουν. xyxy=(67,1483,310,1562)
subheading: ΕΚΚΛΗΣΙΣ ΗΠΕΙΡΩΤΙΚΩΝ ΣΩΜΑΤΕΙΩΝ xyxy=(102,1454,275,1481)
headline-metathesis: ΜΕΤΑΘΕΣΙΣ ΒΟΥΛΓΑΡΙΚΟΥ ΣΤΡΑΤΑΡΧΕΙΟΥ xyxy=(952,610,1232,627)
article-paragraph: Φιλολογικὸς Σύλλογος «Παρνασσὸς» ἐν ἀδελφῇ ἐθνικῇ συγκινήσει μετὰ χαρᾶς χαιρετίζει Ἑλληνικὸν στρατόν, νικηφόρως στρατευόμενον ὑπὸ τὴν Α. Υ. τοῦ Διαδόχου καὶ τὴν εὐθυνὴν τῆς Ὑμετέρας Μεγαλειότητος εὐλαβὴς ὑποβάλλει Ὑμετέρᾳ Μεγαλειότητι ἔνθερμα συγχαρητήρια. xyxy=(62,1135,310,1227)
article-paragraph: Κατ' ἀσφαλεῖς πληροφορίας ἐντὸς τῆς σήμερον μετεφέρεται ἐνταῦθα ὁ αἰχμαλωτισθεὶς Μουτεσαρίφης Πρεβέζης μετ' ἄλλων αὐτοῦ ἀξιωματικῶν ἐν ὅλῳ 26 ἄτομα. xyxy=(1300,1470,1538,1536)
article-paragraph: κατεγχθεὶς τῶν ὡς καὶ ἡ κλάσις εἰς τὸ σύνταγμα. Οἱ ἐπονομασθέντες διὰ τὰ προσκλῆσεων τὰ ἑξῆς. xyxy=(1288,112,1538,151)
headline-diatagma: ΤΟ ΔΙΑΤΑΓΜΑ ΚΑΙ Η ΕΡΜΗΝΕΥΤΙΚΗ ΕΓΚΥΚΛΙΟΣ xyxy=(627,1497,995,1513)
headline-lipotaktoun: ΟΙ ΤΟΥΡΚΑΛΒΑΝΟΙ ΛΙΠΟΤΑΚΤΟΥΝ xyxy=(1156,1330,1434,1351)
article-paragraph: τὰ ἐκεῖ ἑλληνικὰ χωρία. Ἐκ τούτου τὰ χωρία Ἐλλάδος καὶ πέριξ τῆς Κασσανδρείας πλησίον τῶν Ἰωαννίνων χωρίων. Καὶ ἐν γένει ἐπέστρεψαν εἰς τὰ χωρία αὐτῶν ὀλίγαι χάριτι εἰς τὴν ὄψιν τῶν Τουρκαλβανῶν. xyxy=(1300,1370,1538,1449)
address: ΑΥΤΟΥ ΜΕΓΑΛΕΙΟΤΗΤΑ ΒΑΣΙΛΕΑ ΓΕΩΡΓΙΟΝ xyxy=(85,1108,287,1133)
